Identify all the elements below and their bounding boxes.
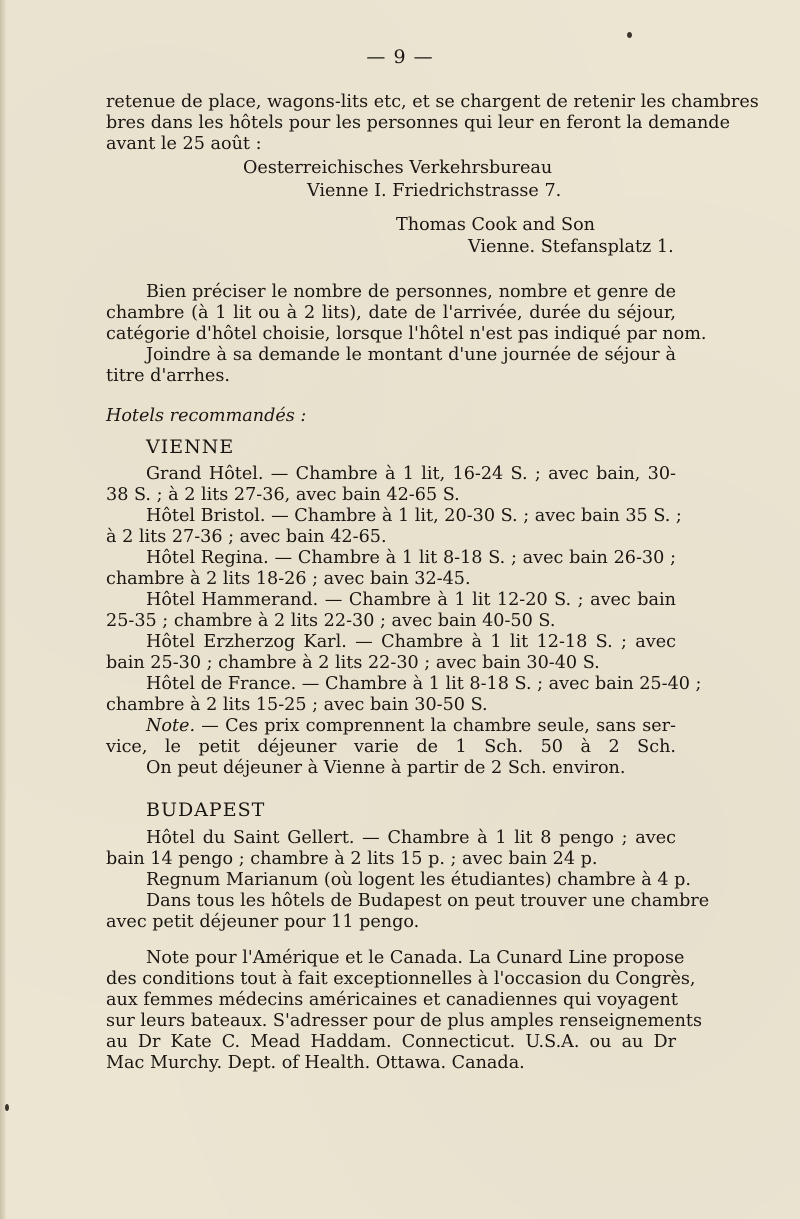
page-number: — 9 — (366, 46, 434, 68)
hotel-line: Hôtel Erzherzog Karl. — Chambre à 1 lit 12-18 S. ; avec (146, 632, 676, 652)
ink-speck (627, 32, 632, 38)
hotels-heading: Hotels recommandés : (106, 406, 307, 426)
america-note-line: sur leurs bateaux. S'adresser pour de plus amples renseignements (106, 1011, 703, 1031)
instructions-line: Bien préciser le nombre de personnes, nombre et genre de (146, 282, 676, 302)
intro-line: avant le 25 août : (106, 134, 262, 154)
city-heading-budapest: BUDAPEST (146, 799, 266, 821)
vienne-note-line (106, 716, 676, 737)
america-note-line: aux femmes médecins américaines et canadiennes qui voyagent (106, 990, 678, 1010)
hotel-line: bain 25-30 ; chambre à 2 lits 22-30 ; avec bain 30-40 S. (106, 653, 600, 673)
america-note-paragraph (106, 948, 703, 1074)
hotel-line: Hôtel de France. — Chambre à 1 lit 8-18 S. ; avec bain 25-40 ; (146, 674, 702, 694)
address-verkehrsbureau-name: Oesterreichisches Verkehrsbureau (243, 158, 553, 178)
hotel-line: 25-35 ; chambre à 2 lits 22-30 ; avec bain 40-50 S. (106, 611, 556, 631)
hotel-line: Hôtel Bristol. — Chambre à 1 lit, 20-30 S. ; avec bain 35 S. ; (146, 506, 682, 526)
intro-line: bres dans les hôtels pour les personnes qui leur en feront la demande (106, 113, 730, 133)
hotel-line: chambre à 2 lits 15-25 ; avec bain 30-50 S. (106, 695, 488, 715)
hotel-line: bain 14 pengo ; chambre à 2 lits 15 p. ; avec bain 24 p. (106, 849, 598, 869)
america-note-line: Mac Murchy. Dept. of Health. Ottawa. Canada. (106, 1053, 525, 1073)
city-heading-vienne: VIENNE (146, 436, 235, 458)
address-verkehrsbureau-street: Vienne I. Friedrichstrasse 7. (307, 181, 562, 201)
address-thomas-cook-name: Thomas Cook and Son (396, 215, 596, 235)
instructions-paragraph (106, 282, 707, 387)
america-note-line: Note pour l'Amérique et le Canada. La Cunard Line propose (146, 948, 685, 968)
note-label: Note. (146, 716, 196, 736)
page-binding-edge (0, 0, 6, 1219)
hotel-line: Regnum Marianum (où logent les étudiantes) chambre à 4 p. (146, 870, 692, 890)
america-note-line: au Dr Kate C. Mead Haddam. Connecticut. U.S.A. ou au Dr (106, 1032, 676, 1052)
america-note-line: des conditions tout à fait exceptionnelles à l'occasion du Congrès, (106, 969, 696, 989)
instructions-line: chambre (à 1 lit ou à 2 lits), date de l'arrivée, durée du séjour, (106, 303, 676, 323)
instructions-line: titre d'arrhes. (106, 366, 230, 386)
hotel-line: Hôtel Regina. — Chambre à 1 lit 8-18 S. ; avec bain 26-30 ; (146, 548, 676, 568)
hotel-line: 38 S. ; à 2 lits 27-36, avec bain 42-65 S. (106, 485, 460, 505)
hotel-line: à 2 lits 27-36 ; avec bain 42-65. (106, 527, 387, 547)
vienne-note-line: On peut déjeuner à Vienne à partir de 2 Sch. environ. (146, 758, 626, 778)
instructions-line: catégorie d'hôtel choisie, lorsque l'hôtel n'est pas indiqué par nom. (106, 324, 707, 344)
ink-speck (5, 1104, 9, 1111)
hotel-line: Hôtel Hammerand. — Chambre à 1 lit 12-20 S. ; avec bain (146, 590, 676, 610)
hotel-line: avec petit déjeuner pour 11 pengo. (106, 912, 420, 932)
budapest-hotels-list (106, 828, 710, 933)
instructions-line: Joindre à sa demande le montant d'une journée de séjour à (146, 345, 676, 365)
hotel-line: Dans tous les hôtels de Budapest on peut trouver une chambre (146, 891, 710, 911)
address-thomas-cook-street: Vienne. Stefansplatz 1. (468, 237, 674, 257)
hotel-line: Grand Hôtel. — Chambre à 1 lit, 16-24 S. ; avec bain, 30- (146, 464, 676, 484)
intro-line: retenue de place, wagons-lits etc, et se chargent de retenir les chambres (106, 92, 759, 112)
vienne-hotels-list (106, 464, 702, 779)
hotel-line: chambre à 2 lits 18-26 ; avec bain 32-45. (106, 569, 471, 589)
intro-paragraph (106, 92, 759, 155)
vienne-note-line: vice, le petit déjeuner varie de 1 Sch. 50 à 2 Sch. (106, 737, 676, 757)
hotel-line: Hôtel du Saint Gellert. — Chambre à 1 lit 8 pengo ; avec (146, 828, 676, 848)
note-text: — Ces prix comprennent la chambre seule, sans ser- (195, 716, 676, 736)
